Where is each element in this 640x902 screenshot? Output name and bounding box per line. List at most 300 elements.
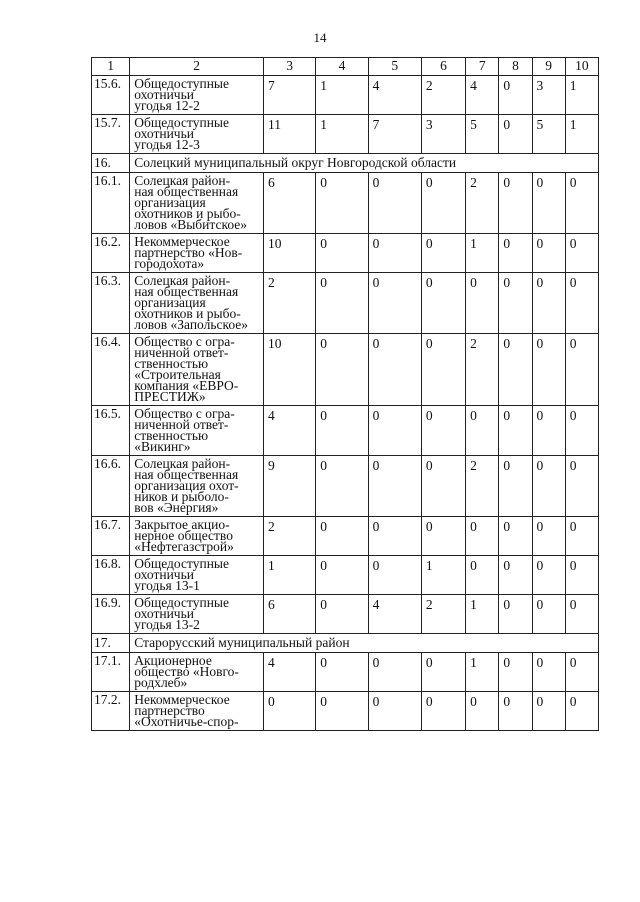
name-line: партнерство «Нов- — [134, 245, 243, 260]
value-cell — [532, 692, 565, 731]
table-row — [92, 115, 599, 154]
cell-value: 7 — [268, 78, 275, 93]
cell-value: 0 — [569, 175, 577, 190]
value-cell — [532, 595, 565, 634]
cell-value: 1 — [320, 117, 328, 132]
value-cell — [316, 234, 368, 273]
section-title: Старорусский муниципальный район — [130, 634, 599, 653]
value-cell — [421, 76, 465, 115]
value-cell — [421, 692, 465, 731]
table-row — [92, 273, 599, 334]
cell-value: 0 — [503, 408, 511, 423]
cell-value: 0 — [503, 597, 511, 612]
column-header: 4 — [316, 58, 368, 76]
cell-value: 6 — [268, 597, 275, 612]
row-number: 16.5. — [92, 406, 130, 456]
cell-value: 0 — [425, 519, 433, 534]
page-number: 14 — [313, 30, 327, 45]
cell-value: 0 — [503, 558, 511, 573]
value-cell — [532, 115, 565, 154]
cell-value: 0 — [320, 558, 328, 573]
cell-value: 4 — [372, 597, 380, 612]
name-line: вов «Энергия» — [134, 500, 219, 515]
value-cell — [316, 556, 368, 595]
organization-name — [130, 456, 264, 517]
name-line: Общедоступные — [134, 595, 229, 610]
cell-value: 0 — [372, 558, 380, 573]
column-header: 7 — [466, 58, 499, 76]
row-number: 16.4. — [92, 334, 130, 406]
value-cell — [264, 692, 316, 731]
cell-value: 0 — [320, 408, 328, 423]
organization-name — [130, 406, 264, 456]
table-row — [92, 595, 599, 634]
table-row — [92, 173, 599, 234]
value-cell — [499, 456, 532, 517]
value-cell — [466, 406, 499, 456]
cell-value: 0 — [372, 458, 380, 473]
name-line: ственностью — [134, 356, 209, 371]
name-line: организация — [134, 295, 206, 310]
value-cell — [466, 517, 499, 556]
cell-value: 0 — [569, 408, 577, 423]
value-cell — [421, 273, 465, 334]
value-cell — [499, 173, 532, 234]
table-row — [92, 234, 599, 273]
cell-value: 0 — [320, 236, 328, 251]
value-cell — [368, 334, 421, 406]
cell-value: 0 — [569, 236, 577, 251]
cell-value: 0 — [425, 408, 433, 423]
name-line: ная общественная — [134, 284, 239, 299]
section-row — [92, 154, 599, 173]
section-title: Солецкий муниципальный округ Новгородской области — [130, 154, 599, 173]
table-row — [92, 334, 599, 406]
name-line: охотников и рыбо- — [134, 306, 241, 321]
cell-value: 0 — [320, 694, 328, 709]
cell-value: 0 — [320, 336, 328, 351]
value-cell — [316, 173, 368, 234]
row-number: 16.1. — [92, 173, 130, 234]
value-cell — [466, 556, 499, 595]
cell-value: 0 — [569, 558, 577, 573]
cell-value: 0 — [503, 655, 511, 670]
name-line: Некоммерческое — [134, 692, 230, 707]
value-cell — [316, 653, 368, 692]
value-cell — [466, 234, 499, 273]
name-line: «Строительная — [134, 367, 221, 382]
name-line: организация охот- — [134, 478, 239, 493]
cell-value: 3 — [536, 78, 544, 93]
name-line: угодья 13-2 — [134, 617, 200, 632]
value-cell — [499, 653, 532, 692]
value-cell — [316, 406, 368, 456]
value-cell — [499, 334, 532, 406]
name-line: Некоммерческое — [134, 234, 230, 249]
value-cell — [421, 406, 465, 456]
value-cell — [368, 692, 421, 731]
value-cell — [368, 556, 421, 595]
organization-name — [130, 234, 264, 273]
column-header: 6 — [421, 58, 465, 76]
name-line: охотников и рыбо- — [134, 206, 241, 221]
value-cell — [368, 595, 421, 634]
value-cell — [565, 692, 598, 731]
name-line: ников и рыболо- — [134, 489, 229, 504]
value-cell — [532, 234, 565, 273]
cell-value: 0 — [503, 78, 511, 93]
value-cell — [421, 556, 465, 595]
value-cell — [421, 517, 465, 556]
name-line: Общедоступные — [134, 556, 229, 571]
table-row — [92, 76, 599, 115]
name-line: охотничьи — [134, 126, 194, 141]
value-cell — [532, 556, 565, 595]
value-cell — [565, 406, 598, 456]
cell-value: 0 — [536, 597, 544, 612]
cell-value: 4 — [268, 408, 275, 423]
value-cell — [264, 115, 316, 154]
value-cell — [565, 115, 598, 154]
value-cell — [532, 406, 565, 456]
cell-value: 0 — [536, 408, 544, 423]
cell-value: 0 — [503, 519, 511, 534]
cell-value: 0 — [503, 175, 511, 190]
cell-value: 4 — [268, 655, 275, 670]
organization-name — [130, 334, 264, 406]
cell-value: 0 — [372, 408, 380, 423]
value-cell — [368, 173, 421, 234]
value-cell — [421, 456, 465, 517]
value-cell — [316, 273, 368, 334]
cell-value: 0 — [470, 519, 477, 534]
cell-value: 2 — [425, 78, 433, 93]
value-cell — [565, 334, 598, 406]
cell-value: 0 — [372, 275, 380, 290]
value-cell — [466, 456, 499, 517]
value-cell — [421, 234, 465, 273]
cell-value: 1 — [470, 236, 477, 251]
value-cell — [264, 234, 316, 273]
value-cell — [368, 115, 421, 154]
table-row — [92, 517, 599, 556]
column-header: 2 — [130, 58, 264, 76]
table-row — [92, 653, 599, 692]
value-cell — [499, 517, 532, 556]
cell-value: 0 — [320, 175, 328, 190]
cell-value: 2 — [470, 175, 477, 190]
cell-value: 1 — [470, 655, 477, 670]
cell-value: 0 — [536, 236, 544, 251]
cell-value: 2 — [470, 458, 477, 473]
name-line: Общедоступные — [134, 76, 229, 91]
cell-value: 0 — [569, 458, 577, 473]
value-cell — [532, 173, 565, 234]
name-line: ная общественная — [134, 467, 239, 482]
cell-value: 10 — [268, 336, 282, 351]
cell-value: 0 — [470, 694, 477, 709]
value-cell — [264, 556, 316, 595]
cell-value: 0 — [569, 275, 577, 290]
cell-value: 0 — [536, 655, 544, 670]
value-cell — [264, 517, 316, 556]
cell-value: 0 — [470, 558, 477, 573]
value-cell — [499, 273, 532, 334]
value-cell — [316, 595, 368, 634]
cell-value: 0 — [320, 275, 328, 290]
cell-value: 0 — [503, 694, 511, 709]
name-line: угодья 13-1 — [134, 578, 200, 593]
name-line: Солецкая район- — [134, 456, 231, 471]
value-cell — [264, 406, 316, 456]
cell-value: 4 — [372, 78, 380, 93]
cell-value: 0 — [372, 236, 380, 251]
row-number: 16.8. — [92, 556, 130, 595]
organization-name — [130, 517, 264, 556]
column-header: 9 — [532, 58, 565, 76]
value-cell — [499, 406, 532, 456]
value-cell — [532, 456, 565, 517]
value-cell — [368, 653, 421, 692]
value-cell — [264, 595, 316, 634]
cell-value: 0 — [503, 236, 511, 251]
row-number: 17.1. — [92, 653, 130, 692]
cell-value: 10 — [268, 236, 282, 251]
name-line: ниченной ответ- — [134, 417, 229, 432]
value-cell — [264, 456, 316, 517]
cell-value: 5 — [536, 117, 544, 132]
cell-value: 0 — [372, 655, 380, 670]
value-cell — [316, 517, 368, 556]
cell-value: 2 — [268, 519, 275, 534]
name-line: Солецкая район- — [134, 273, 231, 288]
value-cell — [565, 234, 598, 273]
name-line: угодья 12-2 — [134, 98, 200, 113]
name-line: охотничьи — [134, 567, 194, 582]
cell-value: 11 — [268, 117, 281, 132]
row-number: 16.2. — [92, 234, 130, 273]
row-number: 16.9. — [92, 595, 130, 634]
cell-value: 0 — [320, 519, 328, 534]
cell-value: 1 — [268, 558, 275, 573]
name-line: партнерство — [134, 703, 205, 718]
organization-name — [130, 115, 264, 154]
value-cell — [264, 334, 316, 406]
value-cell — [368, 456, 421, 517]
value-cell — [421, 334, 465, 406]
cell-value: 0 — [372, 694, 380, 709]
cell-value: 0 — [536, 275, 544, 290]
value-cell — [368, 76, 421, 115]
name-line: охотничьи — [134, 606, 194, 621]
value-cell — [466, 334, 499, 406]
value-cell — [264, 653, 316, 692]
cell-value: 0 — [372, 336, 380, 351]
value-cell — [532, 273, 565, 334]
cell-value: 0 — [372, 175, 380, 190]
cell-value: 1 — [470, 597, 477, 612]
value-cell — [499, 556, 532, 595]
organization-name — [130, 76, 264, 115]
cell-value: 0 — [536, 458, 544, 473]
row-number: 16.3. — [92, 273, 130, 334]
row-number: 15.7. — [92, 115, 130, 154]
value-cell — [565, 653, 598, 692]
name-line: Закрытое акцио- — [134, 517, 230, 532]
column-header: 3 — [264, 58, 316, 76]
section-row — [92, 634, 599, 653]
name-line: «Викинг» — [134, 439, 191, 454]
value-cell — [466, 115, 499, 154]
cell-value: 1 — [320, 78, 328, 93]
name-line: компания «ЕВРО- — [134, 378, 239, 393]
cell-value: 0 — [536, 175, 544, 190]
value-cell — [316, 692, 368, 731]
value-cell — [466, 76, 499, 115]
cell-value: 0 — [320, 597, 328, 612]
cell-value: 2 — [268, 275, 275, 290]
name-line: «Нефтегазстрой» — [134, 539, 234, 554]
name-line: нерное общество — [134, 528, 233, 543]
cell-value: 2 — [470, 336, 477, 351]
name-line: ственностью — [134, 428, 209, 443]
column-header: 1 — [92, 58, 130, 76]
cell-value: 0 — [536, 336, 544, 351]
value-cell — [264, 76, 316, 115]
value-cell — [421, 173, 465, 234]
cell-value: 0 — [425, 655, 433, 670]
cell-value: 0 — [569, 519, 577, 534]
name-line: охотничьи — [134, 87, 194, 102]
name-line: угодья 12-3 — [134, 137, 200, 152]
value-cell — [421, 595, 465, 634]
value-cell — [565, 273, 598, 334]
name-line: Общество с огра- — [134, 406, 235, 421]
cell-value: 2 — [425, 597, 433, 612]
value-cell — [499, 234, 532, 273]
value-cell — [565, 595, 598, 634]
value-cell — [565, 517, 598, 556]
cell-value: 0 — [536, 694, 544, 709]
value-cell — [264, 173, 316, 234]
name-line: организация — [134, 195, 206, 210]
cell-value: 4 — [470, 78, 477, 93]
row-number: 16.6. — [92, 456, 130, 517]
organization-name — [130, 653, 264, 692]
header-row — [92, 58, 599, 76]
row-number: 17.2. — [92, 692, 130, 731]
cell-value: 0 — [425, 236, 433, 251]
cell-value: 0 — [425, 175, 433, 190]
organization-name — [130, 692, 264, 731]
name-line: Акционерное — [134, 653, 212, 668]
value-cell — [532, 76, 565, 115]
value-cell — [499, 595, 532, 634]
name-line: ная общественная — [134, 184, 239, 199]
column-header: 10 — [565, 58, 598, 76]
name-line: Общество с огра- — [134, 334, 235, 349]
value-cell — [466, 273, 499, 334]
cell-value: 0 — [503, 117, 511, 132]
value-cell — [421, 115, 465, 154]
name-line: «Охотничье-спор- — [134, 714, 239, 729]
cell-value: 1 — [569, 117, 577, 132]
cell-value: 1 — [425, 558, 433, 573]
name-line: Общедоступные — [134, 115, 229, 130]
value-cell — [316, 76, 368, 115]
name-line: ловов «Выбитское» — [134, 217, 247, 232]
row-number: 17. — [92, 634, 130, 653]
cell-value: 0 — [425, 694, 433, 709]
cell-value: 1 — [569, 78, 577, 93]
value-cell — [565, 556, 598, 595]
cell-value: 0 — [425, 275, 433, 290]
cell-value: 5 — [470, 117, 477, 132]
value-cell — [466, 653, 499, 692]
cell-value: 7 — [372, 117, 380, 132]
name-line: Солецкая район- — [134, 173, 231, 188]
cell-value: 0 — [372, 519, 380, 534]
value-cell — [466, 595, 499, 634]
cell-value: 0 — [320, 655, 328, 670]
value-cell — [421, 653, 465, 692]
cell-value: 0 — [503, 336, 511, 351]
name-line: городохота» — [134, 256, 205, 271]
cell-value: 0 — [503, 458, 511, 473]
cell-value: 0 — [569, 336, 577, 351]
row-number: 16. — [92, 154, 130, 173]
cell-value: 0 — [425, 336, 433, 351]
value-cell — [316, 115, 368, 154]
value-cell — [316, 456, 368, 517]
value-cell — [532, 653, 565, 692]
cell-value: 0 — [536, 558, 544, 573]
cell-value: 0 — [470, 408, 477, 423]
cell-value: 0 — [569, 694, 577, 709]
value-cell — [565, 456, 598, 517]
value-cell — [368, 406, 421, 456]
cell-value: 9 — [268, 458, 275, 473]
value-cell — [499, 692, 532, 731]
column-header: 5 — [368, 58, 421, 76]
name-line: родхлеб» — [134, 675, 188, 690]
value-cell — [565, 173, 598, 234]
organization-name — [130, 173, 264, 234]
cell-value: 6 — [268, 175, 275, 190]
value-cell — [532, 517, 565, 556]
value-cell — [368, 517, 421, 556]
table-row — [92, 456, 599, 517]
value-cell — [316, 334, 368, 406]
row-number: 16.7. — [92, 517, 130, 556]
cell-value: 3 — [425, 117, 433, 132]
data-table — [91, 57, 599, 731]
cell-value: 0 — [569, 597, 577, 612]
column-header: 8 — [499, 58, 532, 76]
value-cell — [264, 273, 316, 334]
name-line: ловов «Запольское» — [134, 317, 249, 332]
value-cell — [368, 234, 421, 273]
cell-value: 0 — [425, 458, 433, 473]
value-cell — [565, 76, 598, 115]
table-row — [92, 406, 599, 456]
value-cell — [466, 173, 499, 234]
row-number: 15.6. — [92, 76, 130, 115]
cell-value: 0 — [320, 458, 328, 473]
cell-value: 0 — [470, 275, 477, 290]
name-line: ниченной ответ- — [134, 345, 229, 360]
value-cell — [499, 76, 532, 115]
